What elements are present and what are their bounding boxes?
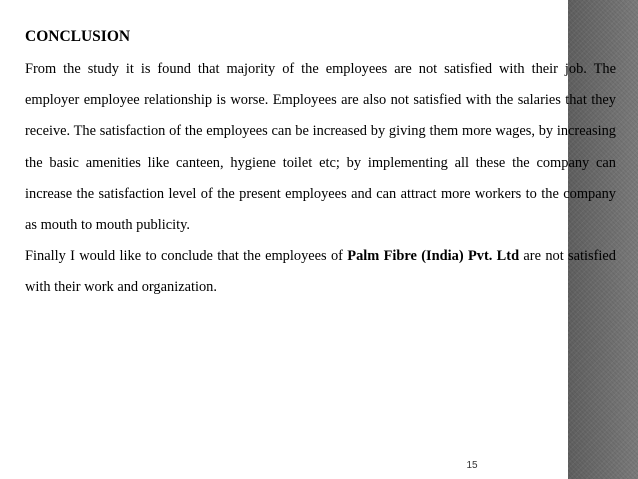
slide-body <box>25 54 616 304</box>
conclusion-paragraph: From the study it is found that majority of the employees are not satisfied with their job. The employer employee relationship is worse. Employees are also not satisfied with the salaries that they receive. The satisfaction of the employees can be increased by giving them more wages, by increasing the basic amenities like canteen, hygiene toilet etc; by implementing all these the company can increase the satisfaction level of the present employees and can attract more workers to the company as mouth to mouth publicity. <box>25 61 616 234</box>
final-paragraph-text-end: are not satisfied with their work and organization. <box>25 248 616 296</box>
company-name: Palm Fibre (India) Pvt. Ltd <box>347 248 520 265</box>
final-paragraph <box>25 241 616 303</box>
page-number: 15 <box>466 460 478 471</box>
final-paragraph-text-start: Finally I would like to conclude that the employees of <box>25 248 348 265</box>
slide-heading: CONCLUSION <box>25 28 131 45</box>
